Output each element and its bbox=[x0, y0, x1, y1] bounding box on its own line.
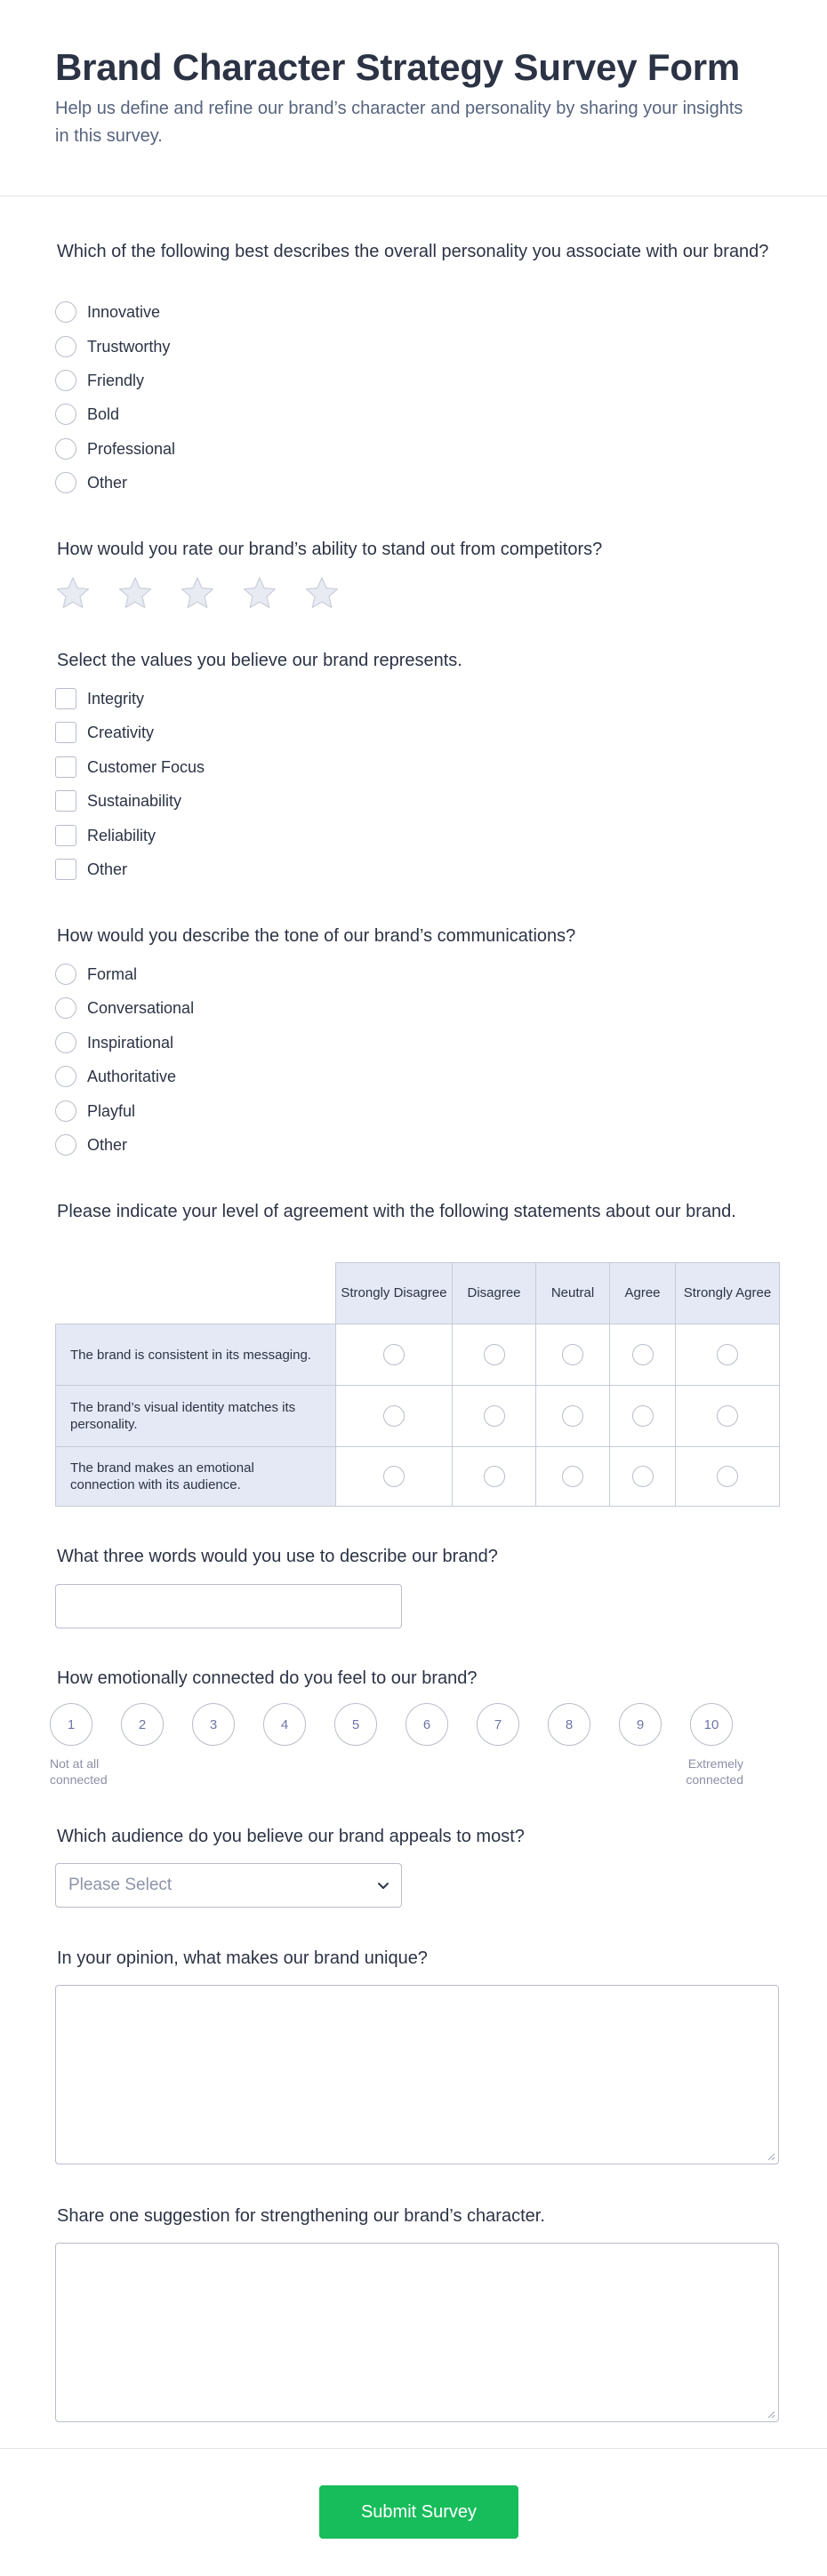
radio-button[interactable] bbox=[484, 1405, 505, 1427]
option-label: Professional bbox=[87, 439, 176, 458]
radio-button[interactable] bbox=[55, 964, 76, 985]
radio-button[interactable] bbox=[55, 1100, 76, 1122]
star-icon[interactable] bbox=[242, 575, 277, 611]
matrix-row-label: The brand makes an emotional connection with its audience. bbox=[56, 1447, 336, 1507]
radio-option-inspirational[interactable] bbox=[55, 1030, 173, 1055]
audience-select[interactable] bbox=[55, 1863, 402, 1908]
matrix-cell[interactable] bbox=[536, 1386, 610, 1447]
scale-option-1[interactable]: 1 bbox=[50, 1703, 92, 1746]
checkbox-option-sustainability[interactable] bbox=[55, 788, 181, 813]
three-words-input[interactable] bbox=[55, 1584, 402, 1628]
suggestion-textarea[interactable] bbox=[55, 2243, 779, 2422]
checkbox-option-integrity[interactable] bbox=[55, 686, 144, 711]
option-label: Authoritative bbox=[87, 1067, 177, 1085]
matrix-cell[interactable] bbox=[336, 1324, 453, 1386]
matrix-header-row bbox=[56, 1263, 780, 1324]
radio-button[interactable] bbox=[383, 1344, 405, 1365]
matrix-cell[interactable] bbox=[610, 1386, 676, 1447]
option-label: Reliability bbox=[87, 826, 157, 844]
option-label: Sustainability bbox=[87, 791, 182, 810]
matrix-corner bbox=[56, 1263, 336, 1324]
matrix-cell[interactable] bbox=[453, 1324, 536, 1386]
radio-button[interactable] bbox=[55, 472, 76, 493]
scale-option-9[interactable]: 9 bbox=[619, 1703, 662, 1746]
checkbox[interactable] bbox=[55, 825, 76, 846]
radio-option-innovative[interactable] bbox=[55, 300, 160, 324]
chevron-down-icon bbox=[376, 1878, 390, 1892]
scale-option-3[interactable]: 3 bbox=[192, 1703, 235, 1746]
option-label: Trustworthy bbox=[87, 337, 171, 356]
matrix-cell[interactable] bbox=[453, 1447, 536, 1507]
matrix-cell[interactable] bbox=[610, 1324, 676, 1386]
matrix-cell[interactable] bbox=[336, 1386, 453, 1447]
option-label: Other bbox=[87, 473, 128, 492]
radio-button[interactable] bbox=[55, 404, 76, 425]
matrix-cell[interactable] bbox=[610, 1447, 676, 1507]
radio-button[interactable] bbox=[55, 370, 76, 391]
radio-option-playful[interactable] bbox=[55, 1099, 135, 1124]
scale-option-2[interactable]: 2 bbox=[121, 1703, 164, 1746]
radio-button[interactable] bbox=[484, 1344, 505, 1365]
radio-button[interactable] bbox=[562, 1405, 583, 1427]
radio-option-authoritative[interactable] bbox=[55, 1064, 176, 1089]
radio-option-friendly[interactable] bbox=[55, 368, 144, 393]
matrix-cell[interactable] bbox=[336, 1447, 453, 1507]
radio-button[interactable] bbox=[632, 1466, 654, 1487]
scale-low-label: Not at all connected bbox=[50, 1756, 108, 1787]
checkbox[interactable] bbox=[55, 756, 76, 778]
radio-option-trustworthy[interactable] bbox=[55, 334, 170, 359]
matrix-row-label: The brand is consistent in its messaging. bbox=[56, 1324, 336, 1386]
radio-button[interactable] bbox=[55, 1134, 76, 1156]
option-label: Conversational bbox=[87, 998, 195, 1017]
matrix-cell[interactable] bbox=[536, 1447, 610, 1507]
radio-button[interactable] bbox=[562, 1344, 583, 1365]
scale-option-8[interactable]: 8 bbox=[548, 1703, 590, 1746]
agreement-matrix bbox=[55, 1262, 780, 1507]
matrix-cell[interactable] bbox=[453, 1386, 536, 1447]
option-label: Other bbox=[87, 1135, 128, 1154]
emotional-scale bbox=[50, 1703, 733, 1746]
radio-button[interactable] bbox=[632, 1344, 654, 1365]
question-personality-label: Which of the following best describes the overall personality you associate with our brand? bbox=[57, 242, 769, 261]
radio-button[interactable] bbox=[55, 1066, 76, 1087]
option-label: Innovative bbox=[87, 302, 161, 321]
option-label: Creativity bbox=[87, 723, 155, 741]
option-label: Friendly bbox=[87, 371, 145, 389]
checkbox-option-customer-focus[interactable] bbox=[55, 755, 205, 780]
radio-button[interactable] bbox=[632, 1405, 654, 1427]
matrix-col-strongly-agree: Strongly Agree bbox=[676, 1263, 780, 1324]
radio-option-other[interactable] bbox=[55, 1132, 127, 1157]
select-placeholder: Please Select bbox=[68, 1876, 173, 1894]
matrix-cell[interactable] bbox=[676, 1324, 780, 1386]
radio-button[interactable] bbox=[55, 1032, 76, 1053]
scale-option-6[interactable]: 6 bbox=[405, 1703, 448, 1746]
checkbox[interactable] bbox=[55, 790, 76, 812]
matrix-cell[interactable] bbox=[676, 1447, 780, 1507]
radio-option-bold[interactable] bbox=[55, 402, 119, 427]
option-label: Inspirational bbox=[87, 1033, 174, 1052]
checkbox-option-other[interactable] bbox=[55, 857, 127, 882]
matrix-cell[interactable] bbox=[676, 1386, 780, 1447]
scale-option-4[interactable]: 4 bbox=[263, 1703, 306, 1746]
question-values-label: Select the values you believe our brand represents. bbox=[57, 651, 462, 670]
option-label: Formal bbox=[87, 964, 138, 983]
radio-option-conversational[interactable] bbox=[55, 996, 194, 1020]
matrix-row bbox=[56, 1324, 780, 1386]
radio-button[interactable] bbox=[383, 1405, 405, 1427]
radio-button[interactable] bbox=[55, 997, 76, 1019]
matrix-row-label: The brand’s visual identity matches its personality. bbox=[56, 1386, 336, 1447]
question-three-words-label: What three words would you use to describe our brand? bbox=[57, 1547, 498, 1566]
radio-option-professional[interactable] bbox=[55, 436, 175, 461]
question-tone-label: How would you describe the tone of our brand’s communications? bbox=[57, 926, 576, 946]
form-title: Brand Character Strategy Survey Form bbox=[55, 46, 741, 88]
question-unique-label: In your opinion, what makes our brand unique? bbox=[57, 1948, 428, 1968]
option-label: Customer Focus bbox=[87, 757, 205, 776]
checkbox-option-creativity[interactable] bbox=[55, 720, 154, 745]
question-audience-label: Which audience do you believe our brand appeals to most? bbox=[57, 1827, 525, 1846]
matrix-row bbox=[56, 1447, 780, 1507]
checkbox-option-reliability[interactable] bbox=[55, 823, 156, 848]
form-subtitle: Help us define and refine our brand’s character and personality by sharing your insights in this survey. bbox=[55, 99, 743, 146]
matrix-row bbox=[56, 1386, 780, 1447]
submit-survey-button[interactable]: Submit Survey bbox=[319, 2485, 518, 2539]
matrix-cell[interactable] bbox=[536, 1324, 610, 1386]
radio-button[interactable] bbox=[55, 438, 76, 460]
star-rating bbox=[55, 575, 366, 611]
radio-option-formal[interactable] bbox=[55, 962, 137, 987]
option-label: Playful bbox=[87, 1101, 136, 1120]
radio-option-other[interactable] bbox=[55, 470, 127, 495]
matrix-col-agree: Agree bbox=[610, 1263, 676, 1324]
option-label: Integrity bbox=[87, 689, 145, 708]
question-agreement-label: Please indicate your level of agreement with the following statements about our brand. bbox=[57, 1202, 736, 1221]
checkbox[interactable] bbox=[55, 859, 76, 880]
form-header bbox=[0, 0, 827, 196]
matrix-col-neutral: Neutral bbox=[536, 1263, 610, 1324]
matrix-col-strongly-disagree: Strongly Disagree bbox=[336, 1263, 453, 1324]
radio-button[interactable] bbox=[717, 1466, 738, 1487]
scale-option-5[interactable]: 5 bbox=[334, 1703, 377, 1746]
radio-button[interactable] bbox=[562, 1466, 583, 1487]
scale-option-7[interactable]: 7 bbox=[477, 1703, 519, 1746]
radio-button[interactable] bbox=[484, 1466, 505, 1487]
scale-option-10[interactable]: 10 bbox=[690, 1703, 733, 1746]
option-label: Other bbox=[87, 860, 128, 878]
radio-button[interactable] bbox=[717, 1405, 738, 1427]
checkbox[interactable] bbox=[55, 722, 76, 743]
option-label: Bold bbox=[87, 404, 120, 423]
checkbox[interactable] bbox=[55, 688, 76, 709]
unique-textarea[interactable] bbox=[55, 1985, 779, 2164]
star-icon[interactable] bbox=[55, 575, 91, 611]
star-icon[interactable] bbox=[180, 575, 215, 611]
radio-button[interactable] bbox=[55, 301, 76, 323]
star-icon[interactable] bbox=[117, 575, 153, 611]
radio-button[interactable] bbox=[55, 336, 76, 357]
radio-button[interactable] bbox=[383, 1466, 405, 1487]
matrix-col-disagree: Disagree bbox=[453, 1263, 536, 1324]
star-icon[interactable] bbox=[304, 575, 340, 611]
resize-grip-icon[interactable] bbox=[767, 2410, 775, 2419]
question-standout-label: How would you rate our brand’s ability to stand out from competitors? bbox=[57, 540, 603, 559]
question-suggestion-label: Share one suggestion for strengthening our brand’s character. bbox=[57, 2206, 545, 2226]
question-emotional-label: How emotionally connected do you feel to our brand? bbox=[57, 1668, 478, 1688]
resize-grip-icon[interactable] bbox=[767, 2152, 775, 2161]
radio-button[interactable] bbox=[717, 1344, 738, 1365]
scale-high-label: Extremely connected bbox=[686, 1756, 743, 1787]
